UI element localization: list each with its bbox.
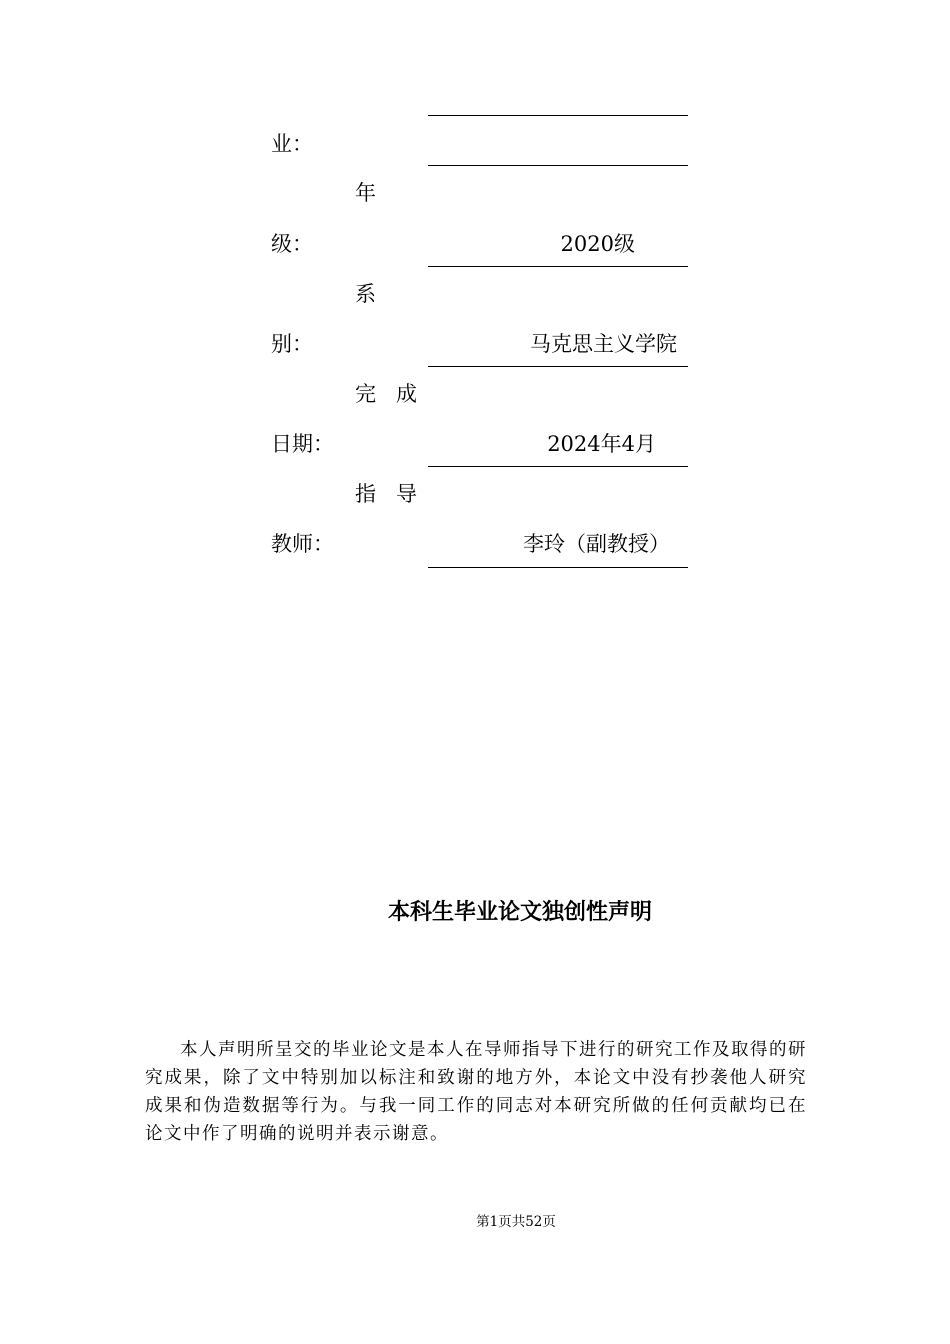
- department-label: 别：: [271, 332, 313, 356]
- department-label-top: 系: [355, 282, 376, 306]
- declaration-body: 本人声明所呈交的毕业论文是本人在导师指导下进行的研究工作及取得的研究成果，除了文中特别加以标注和致谢的地方外，本论文中没有抄袭他人研究成果和伪造数据等行为。与我一同工作的同志对本研究所做的任何贡献均已在论文中作了明确的说明并表示谢意。: [145, 1040, 807, 1144]
- grade-label: 级：: [271, 232, 313, 256]
- department-value: 马克思主义学院: [530, 332, 677, 356]
- completion-date-label-top: 完成: [355, 382, 437, 406]
- declaration-title: 本科生毕业论文独创性声明: [387, 900, 652, 925]
- advisor-label: 教师：: [271, 532, 334, 556]
- major-top-rule: [428, 115, 688, 116]
- completion-date-value: 2024年4月: [547, 432, 656, 456]
- major-underline: [428, 165, 688, 166]
- grade-label-top: 年: [355, 181, 376, 205]
- completion-date-label: 日期：: [271, 432, 334, 456]
- page-footer: 第1页共52页: [476, 1214, 556, 1230]
- advisor-label-top: 指导: [355, 482, 437, 506]
- grade-value: 2020级: [560, 232, 635, 256]
- advisor-value: 李玲（副教授）: [523, 532, 670, 556]
- advisor-underline: [428, 567, 688, 568]
- grade-underline: [428, 266, 688, 267]
- department-underline: [428, 366, 688, 367]
- major-label: 业：: [271, 132, 313, 156]
- completion-date-underline: [428, 466, 688, 467]
